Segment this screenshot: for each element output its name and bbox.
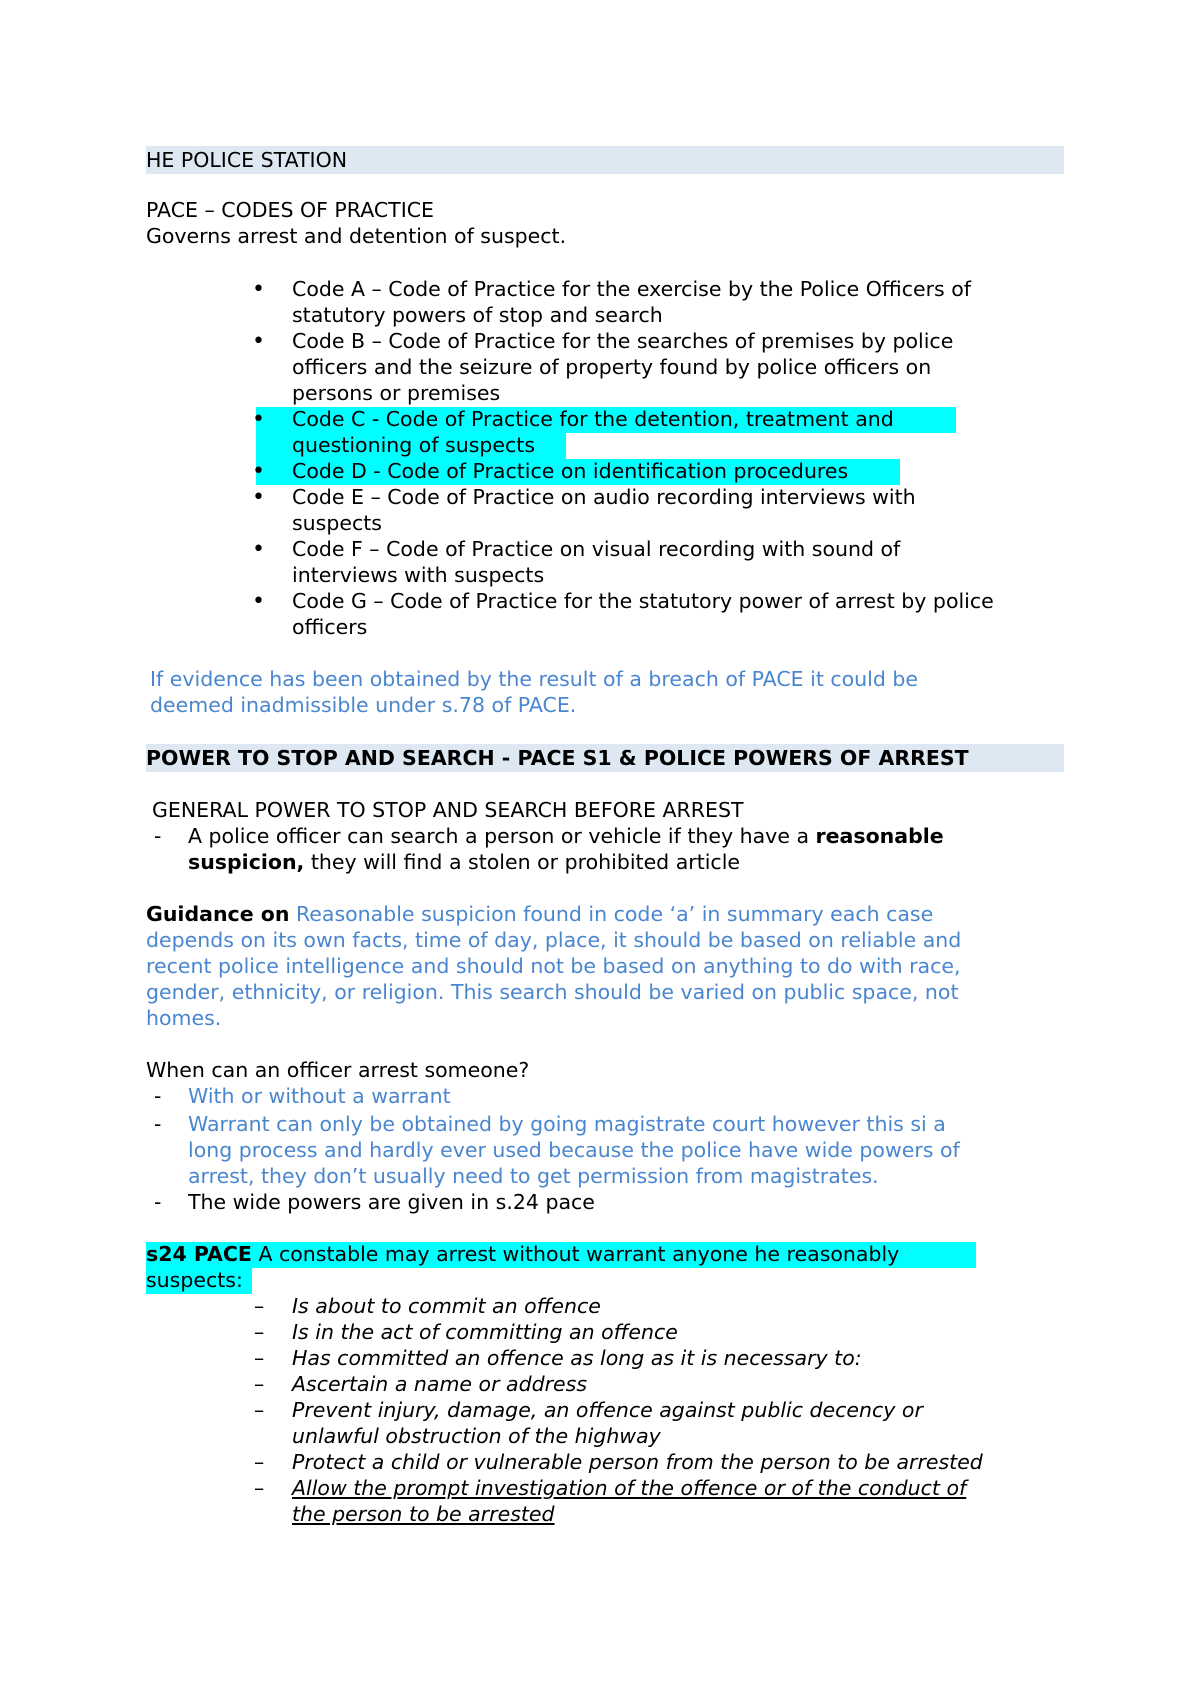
dash-icon: - xyxy=(154,1112,162,1136)
code-b-line2: officers and the seizure of property found by police officers on xyxy=(292,355,932,379)
endash-icon: – xyxy=(254,1372,265,1396)
s24-item-5-line2: unlawful obstruction of the highway xyxy=(292,1424,661,1448)
dash-icon: - xyxy=(154,1190,162,1214)
code-e-line1: Code E – Code of Practice on audio recording interviews with xyxy=(292,485,916,509)
endash-icon: – xyxy=(254,1476,265,1500)
s24-item-6: Protect a child or vulnerable person from the person to be arrested xyxy=(292,1450,983,1474)
code-d-line1: Code D - Code of Practice on identification procedures xyxy=(292,459,849,483)
bullet-icon xyxy=(252,536,264,563)
pace-note-line1: If evidence has been obtained by the result of a breach of PACE it could be xyxy=(150,667,919,691)
stop-search-item-line1: A police officer can search a person or vehicle if they have a reasonable xyxy=(188,824,944,848)
code-b-line3: persons or premises xyxy=(292,381,501,405)
guidance-line2: depends on its own facts, time of day, place, it should be based on reliable and xyxy=(146,928,962,952)
bullet-icon xyxy=(252,458,264,485)
s24-item-7-line2: the person to be arrested xyxy=(292,1502,555,1526)
bullet-icon xyxy=(252,588,264,615)
code-g-line1: Code G – Code of Practice for the statutory power of arrest by police xyxy=(292,589,994,613)
bullet-icon xyxy=(252,276,264,303)
arrest-item-2-line2: long process and hardly ever used because the police have wide powers of xyxy=(188,1138,960,1162)
bullet-icon xyxy=(252,484,264,511)
pace-intro: Governs arrest and detention of suspect. xyxy=(146,224,567,248)
dash-icon: - xyxy=(154,1084,162,1108)
s24-item-7-line1: Allow the prompt investigation of the offence or of the conduct of xyxy=(292,1476,967,1500)
code-c-line1: Code C - Code of Practice for the detention, treatment and xyxy=(292,407,894,431)
code-f-line1: Code F – Code of Practice on visual recording with sound of xyxy=(292,537,901,561)
s24-line2: suspects: xyxy=(146,1268,243,1292)
code-e-line2: suspects xyxy=(292,511,382,535)
s24-item-4: Ascertain a name or address xyxy=(292,1372,588,1396)
dash-icon: - xyxy=(154,824,162,848)
guidance-line5: homes. xyxy=(146,1006,222,1030)
page-title: HE POLICE STATION xyxy=(146,148,348,172)
arrest-question: When can an officer arrest someone? xyxy=(146,1058,530,1082)
code-c-line2: questioning of suspects xyxy=(292,433,536,457)
guidance-line4: gender, ethnicity, or religion. This search should be varied on public space, not xyxy=(146,980,959,1004)
s24-item-5-line1: Prevent injury, damage, an offence against public decency or xyxy=(292,1398,923,1422)
endash-icon: – xyxy=(254,1346,265,1370)
endash-icon: – xyxy=(254,1398,265,1422)
code-a-line2: statutory powers of stop and search xyxy=(292,303,663,327)
s24-line1: s24 PACE A constable may arrest without warrant anyone he reasonably xyxy=(146,1242,900,1266)
guidance-line1: Guidance on Reasonable suspicion found in code ‘a’ in summary each case xyxy=(146,902,934,926)
code-b-line1: Code B – Code of Practice for the searches of premises by police xyxy=(292,329,954,353)
section2-subheading: GENERAL POWER TO STOP AND SEARCH BEFORE ARREST xyxy=(152,798,744,822)
bullet-icon xyxy=(252,406,264,433)
stop-search-item-line2: suspicion, they will find a stolen or prohibited article xyxy=(188,850,741,874)
s24-item-2: Is in the act of committing an offence xyxy=(292,1320,678,1344)
code-a-line1: Code A – Code of Practice for the exercise by the Police Officers of xyxy=(292,277,971,301)
pace-heading: PACE – CODES OF PRACTICE xyxy=(146,198,435,222)
s24-item-1: Is about to commit an offence xyxy=(292,1294,601,1318)
arrest-item-2-line1: Warrant can only be obtained by going magistrate court however this si a xyxy=(188,1112,946,1136)
code-g-line2: officers xyxy=(292,615,368,639)
arrest-item-3: The wide powers are given in s.24 pace xyxy=(188,1190,595,1214)
arrest-item-2-line3: arrest, they don’t usually need to get permission from magistrates. xyxy=(188,1164,879,1188)
section2-heading: POWER TO STOP AND SEARCH - PACE S1 & POLICE POWERS OF ARREST xyxy=(146,746,969,770)
pace-note-line2: deemed inadmissible under s.78 of PACE. xyxy=(150,693,577,717)
arrest-item-1: With or without a warrant xyxy=(188,1084,451,1108)
guidance-line3: recent police intelligence and should not be based on anything to do with race, xyxy=(146,954,961,978)
code-f-line2: interviews with suspects xyxy=(292,563,545,587)
endash-icon: – xyxy=(254,1320,265,1344)
bullet-icon xyxy=(252,328,264,355)
endash-icon: – xyxy=(254,1294,265,1318)
endash-icon: – xyxy=(254,1450,265,1474)
s24-item-3: Has committed an offence as long as it is necessary to: xyxy=(292,1346,862,1370)
